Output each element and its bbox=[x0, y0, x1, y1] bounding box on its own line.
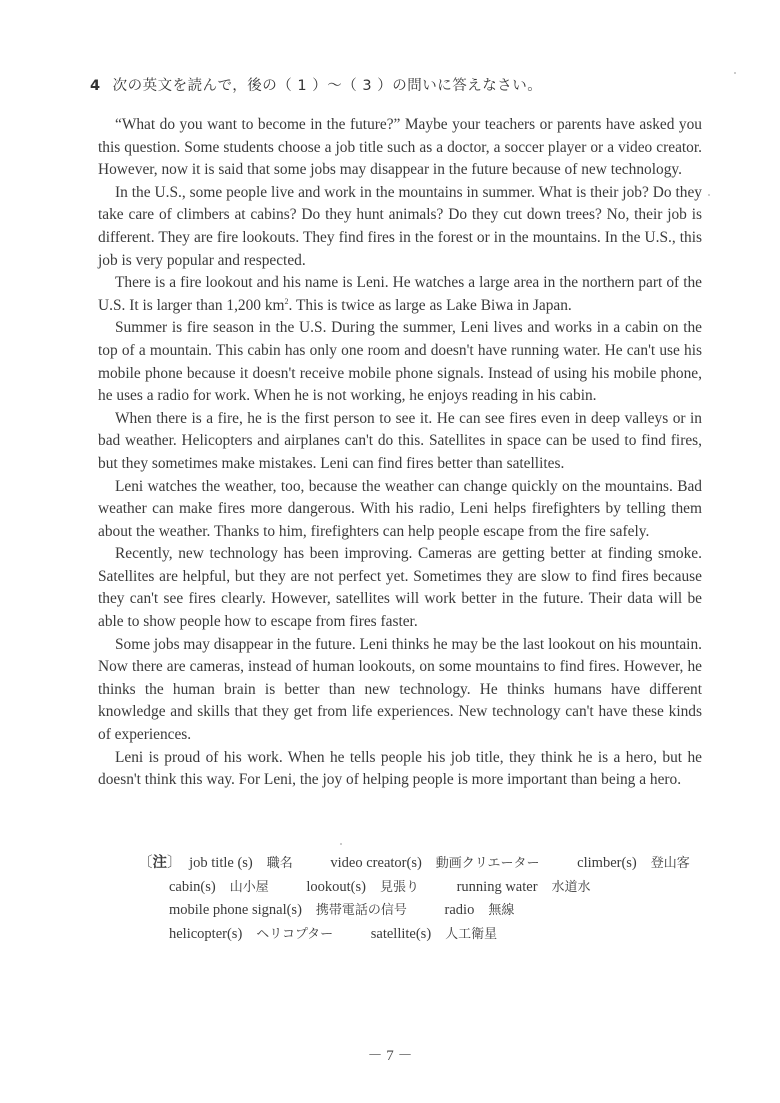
paragraph-2: In the U.S., some people live and work in the mountains in summer. What is their job? Do they take care of climbers at cabins? Do they hunt animals? Do they cut down trees? No, their job is different. They are fire lookouts. They find fires in the forest or in the mountains. In the U.S., this job is very popular and respected. bbox=[98, 183, 702, 269]
note-term: lookout(s) bbox=[306, 878, 366, 895]
page-number: － 7 － bbox=[367, 1048, 413, 1064]
paragraph-8: Some jobs may disappear in the future. Leni thinks he may be the last lookout on his mountain. Now there are cameras, instead of human lookouts, on some mountains to find fires. However, he thinks the human brain is better than new technology. He thinks humans have different knowledge and skills that they get from life experiences. New technology can't have these kinds of experiences. bbox=[98, 635, 702, 744]
notes-row-1 bbox=[138, 852, 724, 876]
note-meaning: 職名 bbox=[266, 856, 293, 871]
note-meaning: 登山客 bbox=[650, 856, 690, 871]
paragraph-3 bbox=[98, 272, 702, 317]
note-meaning: 見張り bbox=[379, 879, 419, 895]
paragraph-1: “What do you want to become in the future?” Maybe your teachers or parents have asked you this question. Some students choose a job title such as a doctor, a soccer player or a video creator. However, now it is said that some jobs may disappear in the future because of new technology. bbox=[98, 116, 702, 179]
note-term: cabin(s) bbox=[169, 878, 216, 895]
note-meaning: ヘリコプター bbox=[256, 927, 334, 943]
note-meaning: 無線 bbox=[488, 903, 515, 919]
paragraph-3-text-end: . This is twice as large as Lake Biwa in Japan. bbox=[288, 296, 572, 314]
note-term: mobile phone signal(s) bbox=[169, 902, 302, 919]
notes-label-word: 注 bbox=[152, 855, 167, 871]
notes-row-2 bbox=[138, 876, 724, 900]
paragraph-9: Leni is proud of his work. When he tells people his job title, they think he is a hero, but he doesn't think this way. For Leni, the joy of helping people is more important than being a hero. bbox=[98, 748, 702, 789]
note-meaning: 水道水 bbox=[551, 879, 591, 895]
notes-row-4 bbox=[138, 923, 724, 947]
note-term: video creator(s) bbox=[330, 855, 422, 871]
paragraph-7: Recently, new technology has been improving. Cameras are getting better at finding smoke. Satellites are helpful, but they are not perfect yet. Sometimes they are slow to find fires because they can't see fires clearly. However, satellites will work better in the future. Their data will be able to show people how to escape from fires faster. bbox=[98, 545, 702, 631]
notes-row-3 bbox=[138, 899, 724, 923]
question-number: 4 bbox=[90, 78, 101, 94]
note-term: helicopter(s) bbox=[169, 926, 243, 943]
paragraph-6: Leni watches the weather, too, because the weather can change quickly on the mountains. Bad weather can make fires more dangerous. With his radio, Leni helps firefighters by telling them about the weather. Thanks to him, firefighters can help people escape from the fire safely. bbox=[98, 477, 702, 540]
note-meaning: 人工衛星 bbox=[445, 927, 498, 943]
superscript-2: 2 bbox=[284, 296, 289, 306]
note-term: job title (s) bbox=[189, 855, 253, 871]
reading-passage bbox=[98, 114, 702, 792]
scan-speck bbox=[708, 194, 710, 196]
question-instruction: 次の英文を読んで，後の（ 1 ）～（ 3 ）の問いに答えなさい。 bbox=[112, 78, 543, 94]
bracket-close: 〕 bbox=[167, 855, 182, 871]
note-term: climber(s) bbox=[577, 855, 637, 871]
scan-speck bbox=[340, 843, 342, 845]
vocabulary-notes bbox=[138, 852, 724, 947]
paragraph-3-text: There is a fire lookout and his name is Leni. He watches a large area in the northern part of the U.S. It is larger than 1,200 km bbox=[98, 274, 702, 314]
note-term: running water bbox=[456, 878, 538, 895]
paragraph-4: Summer is fire season in the U.S. During the summer, Leni lives and works in a cabin on the top of a mountain. This cabin has only one room and doesn't have running water. He can't use his mobile phone because it doesn't receive mobile phone signals. Instead of using his mobile phone, he uses a radio for work. When he is not working, he enjoys reading in his cabin. bbox=[98, 319, 702, 405]
note-term: satellite(s) bbox=[370, 926, 432, 943]
note-meaning: 携帯電話の信号 bbox=[315, 903, 407, 919]
question-header bbox=[90, 74, 542, 95]
bracket-open: 〔 bbox=[138, 855, 153, 871]
note-meaning: 動画クリエーター bbox=[435, 856, 540, 871]
scan-speck bbox=[734, 72, 736, 74]
note-meaning: 山小屋 bbox=[229, 879, 269, 895]
notes-label bbox=[138, 855, 182, 871]
note-term: radio bbox=[444, 902, 475, 919]
paragraph-5: When there is a fire, he is the first person to see it. He can see fires even in deep valleys or in bad weather. Helicopters and airplanes can't do this. Satellites in space can be used to find fires, but they sometimes make mistakes. Leni can find fires better than satellites. bbox=[98, 409, 702, 472]
